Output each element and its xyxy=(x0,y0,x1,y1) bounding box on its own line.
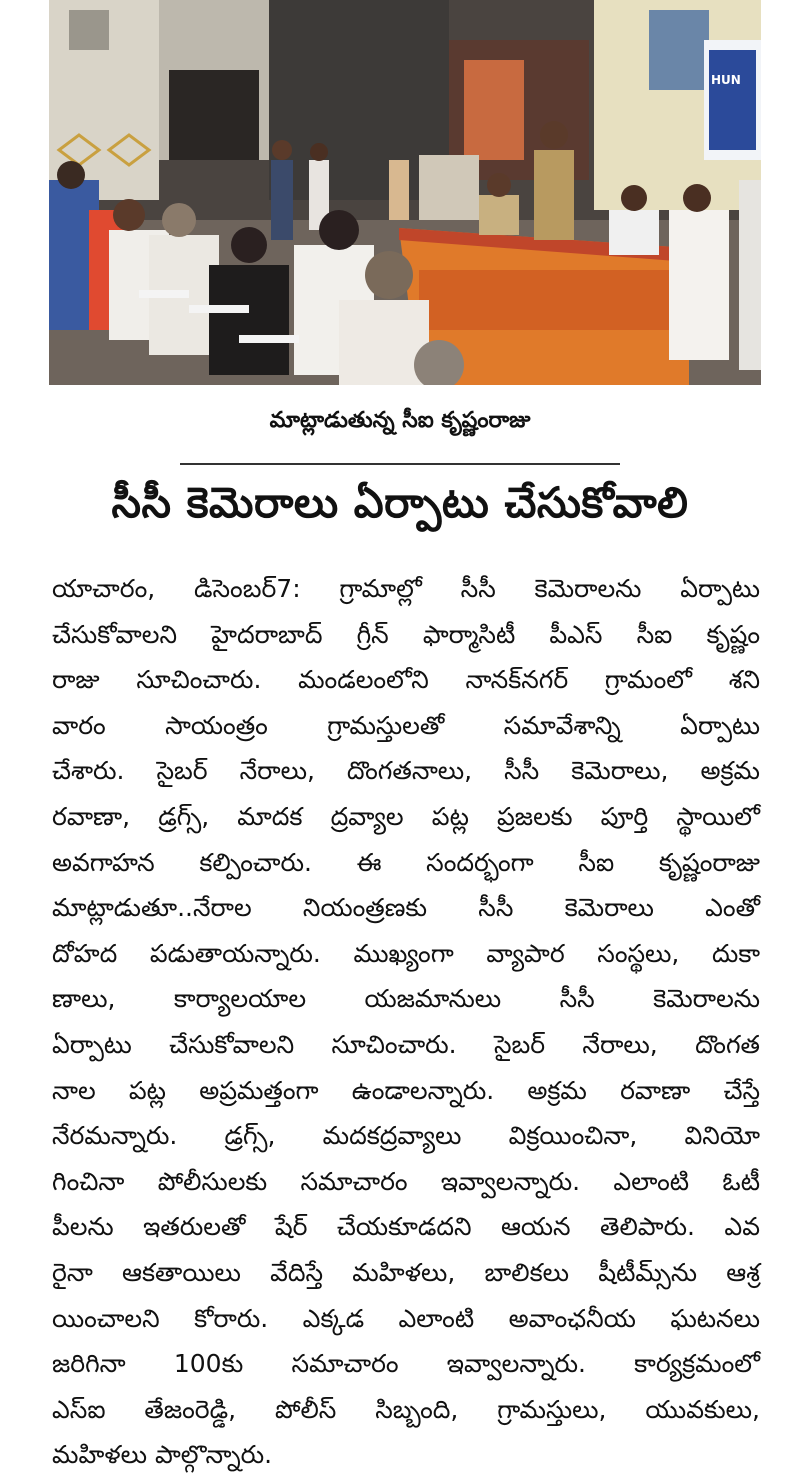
article-line: గించినా పోలీసులకు సమాచారం ఇవ్వాలన్నారు. ఎలాంటి ఓటీ xyxy=(52,1166,760,1196)
article-line: చేశారు. సైబర్ నేరాలు, దొంగతనాలు, సీసీ కెమెరాలు, అక్రమ xyxy=(52,756,760,786)
photo-caption: మాట్లాడుతున్న సీఐ కృష్ణంరాజు xyxy=(269,408,531,433)
banner-text: HUN xyxy=(711,73,741,87)
article-body xyxy=(52,566,760,1478)
article-line: ణాలు, కార్యాలయాల యజమానులు సీసీ కెమెరాలను xyxy=(52,984,760,1014)
article-line-last: మహిళలు పాల్గొన్నారు. xyxy=(52,1440,273,1470)
article-line: మాట్లాడుతూ..నేరాల నియంత్రణకు సీసీ కెమెరాలు ఎంతో xyxy=(52,893,760,923)
article-line: దోహద పడుతాయన్నారు. ముఖ్యంగా వ్యాపార సంస్థలు, దుకా xyxy=(52,938,760,968)
caption-divider xyxy=(180,463,620,465)
news-photo xyxy=(49,0,761,385)
article-line: రాజు సూచించారు. మండలంలోని నానక్‌నగర్ గ్రామంలో శని xyxy=(52,665,760,695)
article-line: పీలను ఇతరులతో షేర్ చేయకూడదని ఆయన తెలిపారు. ఎవ xyxy=(52,1212,760,1242)
article-line: ఎస్ఐ తేజంరెడ్డి, పోలీస్ సిబ్బంది, గ్రామస్తులు, యువకులు, xyxy=(52,1394,760,1424)
article-line: జరిగినా 100కు సమాచారం ఇవ్వాలన్నారు. కార్యక్రమంలో xyxy=(52,1349,760,1379)
article-line: చేసుకోవాలని హైదరాబాద్ గ్రీన్ ఫార్మాసిటీ పీఎస్ సీఐ కృష్ణం xyxy=(52,619,760,649)
article-headline: సీసీ కెమెరాలు ఏర్పాటు చేసుకోవాలి xyxy=(111,478,689,527)
article-line: రైనా ఆకతాయిలు వేదిస్తే మహిళలు, బాలికలు షీటీమ్స్‌ను ఆశ్ర xyxy=(52,1257,760,1287)
article-line: యించాలని కోరారు. ఎక్కడ ఎలాంటి అవాంఛనీయ ఘటనలు xyxy=(52,1303,760,1333)
article-line: యాచారం, డిసెంబర్7: గ్రామాల్లో సీసీ కెమెరాలను ఏర్పాటు xyxy=(52,574,760,603)
article-line: ఏర్పాటు చేసుకోవాలని సూచించారు. సైబర్ నేరాలు, దొంగత xyxy=(52,1029,760,1059)
meeting-photo-illustration xyxy=(49,0,761,385)
article-line: రవాణా, డ్రగ్స్, మాదక ద్రవ్యాల పట్ల ప్రజలకు పూర్తి స్థాయిలో xyxy=(52,801,760,831)
article-line: వారం సాయంత్రం గ్రామస్తులతో సమావేశాన్ని ఏర్పాటు xyxy=(52,710,760,740)
article-line: నేరమన్నారు. డ్రగ్స్, మదకద్రవ్యాలు విక్రయించినా, వినియో xyxy=(52,1121,760,1151)
article-line: నాల పట్ల అప్రమత్తంగా ఉండాలన్నారు. అక్రమ రవాణా చేస్తే xyxy=(52,1075,760,1105)
article-line: అవగాహన కల్పించారు. ఈ సందర్భంగా సీఐ కృష్ణంరాజు xyxy=(52,847,760,877)
